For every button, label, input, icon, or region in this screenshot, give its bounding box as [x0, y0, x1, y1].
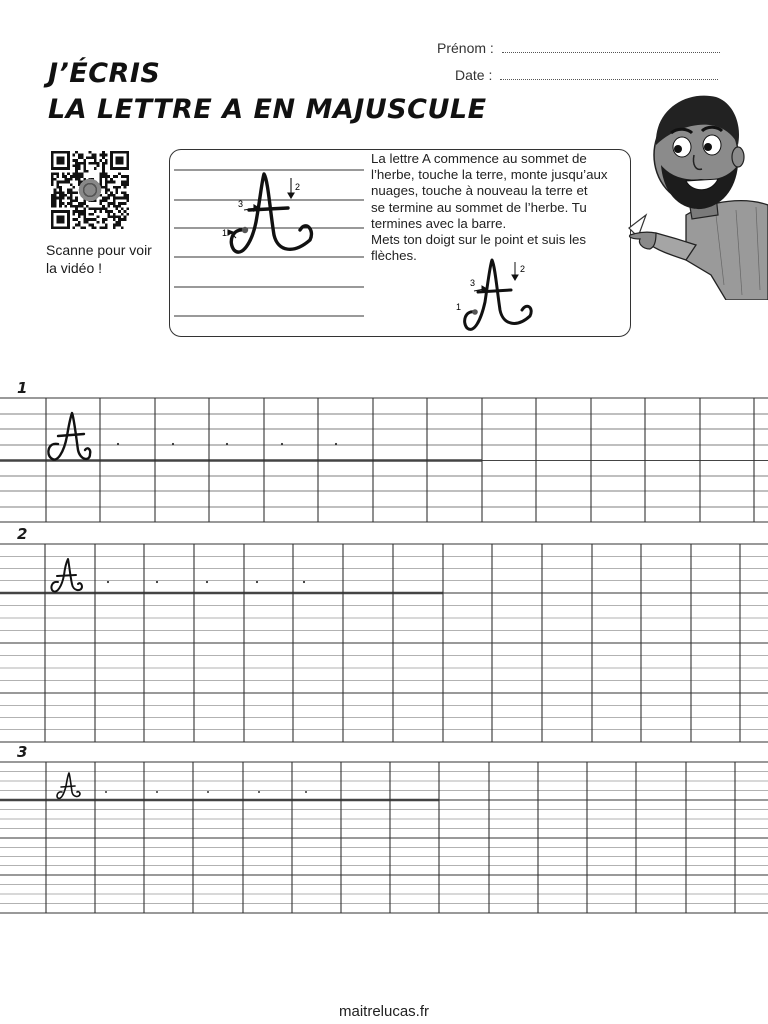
qr-caption: Scanne pour voir la vidéo ! [46, 242, 152, 276]
instruction-line: termines avec la barre. [371, 215, 507, 231]
exercise-number-3: 3 [17, 743, 28, 761]
page-title-line-2: LA LETTRE A EN MAJUSCULE [48, 94, 487, 125]
exercise-number-2: 2 [17, 525, 28, 543]
stroke-number-2-small: 2 [520, 264, 526, 274]
instruction-line: l’herbe, touche la terre, monte jusqu’aux [371, 167, 608, 183]
start-dots-row-2 [107, 581, 305, 583]
stroke-number-1-small: 1 [456, 302, 462, 312]
page-title-line-1: J’ÉCRIS [48, 58, 161, 89]
prenom-dotted-line [502, 42, 720, 53]
stroke-number-3-small: 3 [470, 278, 476, 288]
qr-code[interactable] [49, 151, 131, 229]
instruction-line: Mets ton doigt sur le point et suis les [371, 232, 587, 248]
qr-center-logo [79, 179, 102, 202]
stroke-number-3: 3 [238, 199, 244, 209]
stroke-number-1: 1 [222, 228, 228, 238]
writing-grid-2[interactable] [0, 542, 768, 744]
instruction-line: nuages, touche à nouveau la terre et [371, 183, 588, 199]
date-label: Date : [455, 67, 493, 83]
prenom-label: Prénom : [437, 40, 494, 56]
stroke-number-2: 2 [295, 182, 301, 192]
instruction-line: se termine au sommet de l’herbe. Tu [371, 199, 587, 215]
instruction-text [371, 151, 626, 264]
footer-site[interactable]: maitrelucas.fr [338, 1003, 430, 1020]
writing-grid-3[interactable] [0, 760, 768, 915]
teacher-character-illustration [616, 85, 768, 300]
start-dots-row-3 [105, 791, 307, 793]
model-letter-a-row-3 [57, 773, 80, 798]
instruction-line: flèches. [371, 248, 417, 264]
model-letter-a-row-1 [48, 413, 90, 460]
writing-grid-1[interactable] [0, 396, 768, 524]
prenom-field[interactable] [437, 40, 720, 56]
date-field[interactable] [455, 67, 718, 83]
date-dotted-line [500, 69, 718, 80]
exercise-number-1: 1 [17, 379, 28, 397]
instruction-line: La lettre A commence au sommet de [371, 151, 587, 166]
model-letter-a-row-2 [51, 559, 82, 592]
